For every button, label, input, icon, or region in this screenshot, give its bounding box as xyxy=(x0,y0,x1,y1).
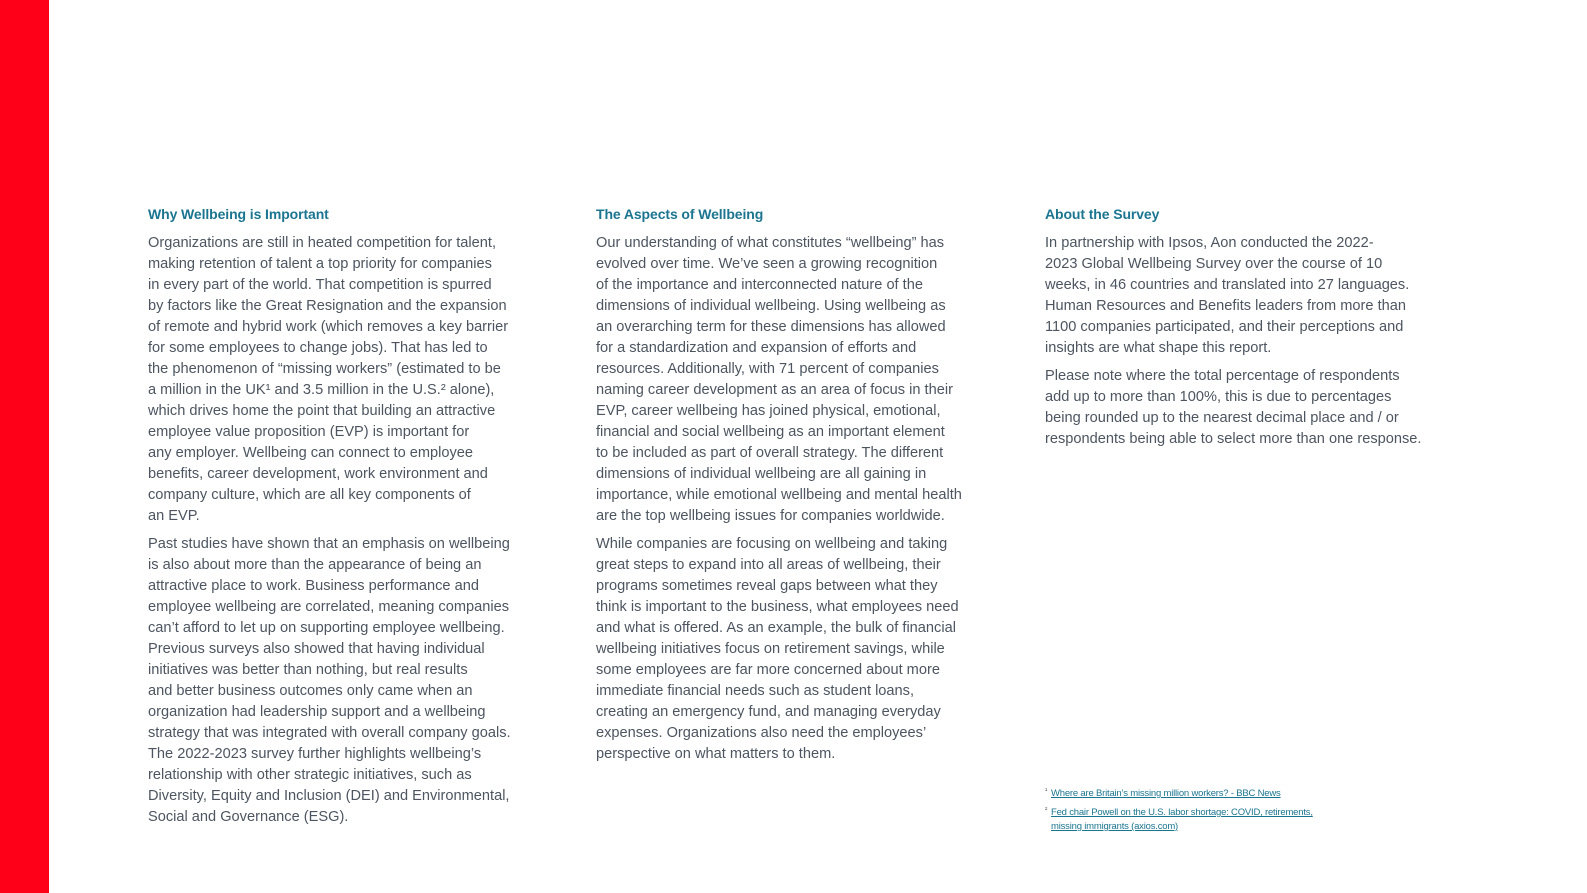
paragraph: In partnership with Ipsos, Aon conducted the 2022- 2023 Global Wellbeing Survey over the course of 10 weeks, in 46 countries and translated into 27 languages. Human Resources and Benefits leaders from more than 1100 companies participated, and their perceptions and insights are what shape this report. xyxy=(1045,235,1410,356)
footnote-number: ² xyxy=(1045,807,1048,814)
section-heading-aspects: The Aspects of Wellbeing xyxy=(596,206,764,222)
accent-bar xyxy=(0,0,49,893)
column-aspects-of-wellbeing xyxy=(596,203,1001,772)
paragraph: Organizations are still in heated competition for talent, making retention of talent a top priority for companies in every part of the world. That competition is spurred by factors like the Great Resignation and the expansion of remote and hybrid work (which removes a key barrier for some employees to change jobs). That has led to the phenomenon of “missing workers” (estimated to be a million in the UK¹ and 3.5 million in the U.S.² alone), which drives home the point that building an attractive employee value proposition (EVP) is important for any employer. Wellbeing can connect to employee benefits, career development, work environment and company culture, which are all key components of an EVP. xyxy=(148,235,509,524)
footnote-link-axios[interactable]: Fed chair Powell on the U.S. labor shortage: COVID, retirements, missing immigrants (axios.com) xyxy=(1051,807,1313,832)
footnote-1 xyxy=(1045,787,1385,801)
section-heading-why-wellbeing: Why Wellbeing is Important xyxy=(148,206,329,222)
column-why-wellbeing xyxy=(148,203,548,835)
paragraph: Please note where the total percentage of respondents add up to more than 100%, this is due to percentages being rounded up to the nearest decimal place and / or respondents being able to select more than one response. xyxy=(1045,368,1422,447)
paragraph: Our understanding of what constitutes “wellbeing” has evolved over time. We’ve seen a growing recognition of the importance and interconnected nature of the dimensions of individual wellbeing. Using wellbeing as an overarching term for these dimensions has allowed for a standardization and expansion of efforts and resources. Additionally, with 71 percent of companies naming career development as an area of focus in their EVP, career wellbeing has joined physical, emotional, financial and social wellbeing as an important element to be included as part of overall strategy. The different dimensions of individual wellbeing are all gaining in importance, while emotional wellbeing and mental health are the top wellbeing issues for companies worldwide. xyxy=(596,235,962,524)
paragraph: While companies are focusing on wellbeing and taking great steps to expand into all areas of wellbeing, their programs sometimes reveal gaps between what they think is important to the business, what employees need and what is offered. As an example, the bulk of financial wellbeing initiatives focus on retirement savings, while some employees are far more concerned about more immediate financial needs such as student loans, creating an emergency fund, and managing everyday expenses. Organizations also need the employees’ perspective on what matters to them. xyxy=(596,536,959,762)
column-about-survey xyxy=(1045,203,1455,457)
paragraph: Past studies have shown that an emphasis on wellbeing is also about more than the appearance of being an attractive place to work. Business performance and employee wellbeing are correlated, meaning companies can’t afford to let up on supporting employee wellbeing. Previous surveys also showed that having individual initiatives was better than nothing, but real results and better business outcomes only came when an organization had leadership support and a wellbeing strategy that was integrated with overall company goals. The 2022-2023 survey further highlights wellbeing’s relationship with other strategic initiatives, such as Diversity, Equity and Inclusion (DEI) and Environmental, Social and Governance (ESG). xyxy=(148,536,511,825)
section-heading-about-survey: About the Survey xyxy=(1045,206,1160,222)
footnote-2 xyxy=(1045,806,1385,834)
footnotes xyxy=(1045,787,1385,839)
footnote-number: ¹ xyxy=(1045,788,1048,795)
footnote-link-bbc[interactable]: Where are Britain’s missing million workers? - BBC News xyxy=(1051,788,1281,799)
